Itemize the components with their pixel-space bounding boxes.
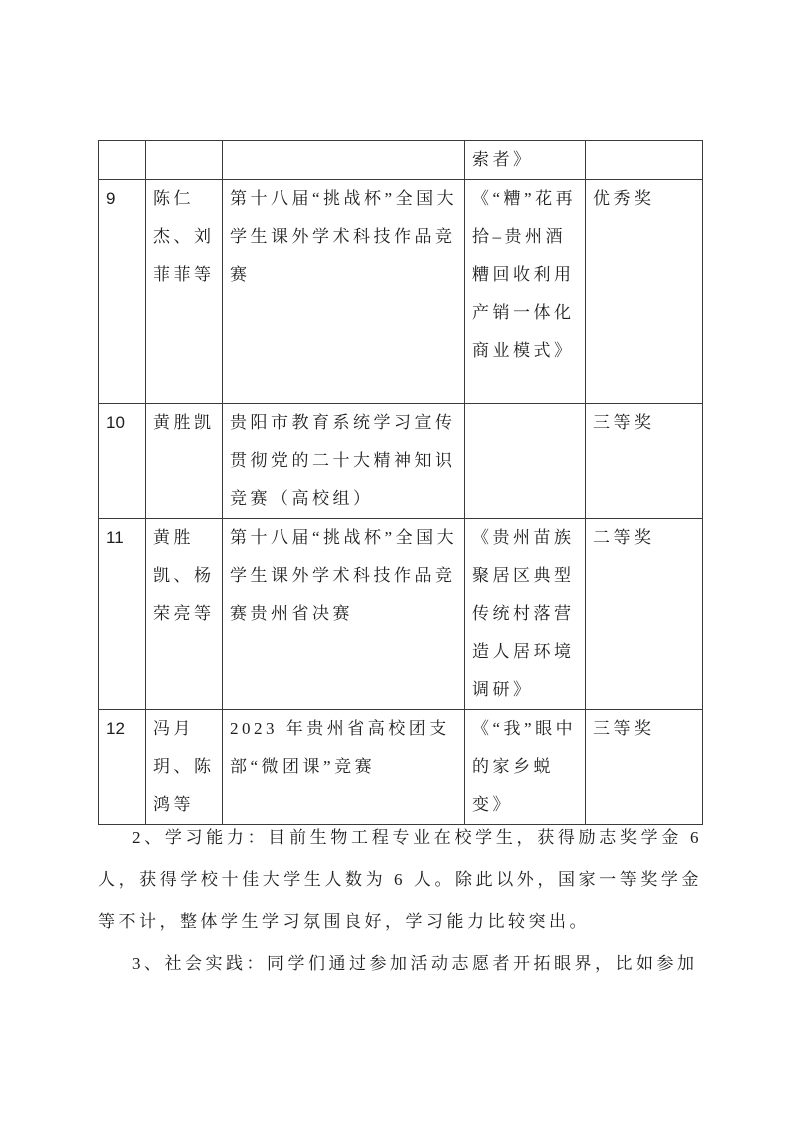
cell-names: 黄胜凯	[146, 404, 223, 519]
cell-work-title: 《“糟”花再拾–贵州酒糟回收利用产销一体化商业模式》	[465, 180, 586, 404]
cell-award	[586, 141, 703, 180]
table-row	[99, 519, 703, 710]
cell-work-title: 《贵州苗族聚居区典型传统村落营造人居环境调研》	[465, 519, 586, 710]
cell-number: 11	[99, 519, 146, 710]
cell-number: 12	[99, 710, 146, 825]
cell-number: 10	[99, 404, 146, 519]
cell-work-title: 索者》	[465, 141, 586, 180]
cell-number	[99, 141, 146, 180]
cell-award: 三等奖	[586, 404, 703, 519]
cell-competition: 贵阳市教育系统学习宣传贯彻党的二十大精神知识竞赛（高校组）	[223, 404, 465, 519]
cell-number: 9	[99, 180, 146, 404]
cell-competition	[223, 141, 465, 180]
paragraph-social-practice: 3、社会实践：同学们通过参加活动志愿者开拓眼界，比如参加	[132, 954, 698, 973]
cell-competition: 2023 年贵州省高校团支部“微团课”竞赛	[223, 710, 465, 825]
cell-award: 优秀奖	[586, 180, 703, 404]
table-row	[99, 180, 703, 404]
table-row	[99, 710, 703, 825]
cell-competition: 第十八届“挑战杯”全国大学生课外学术科技作品竞赛	[223, 180, 465, 404]
cell-work-title: 《“我”眼中的家乡蜕变》	[465, 710, 586, 825]
cell-names: 黄胜凯、杨荣亮等	[146, 519, 223, 710]
body-text	[98, 817, 702, 985]
paragraph-learning-ability: 2、学习能力：目前生物工程专业在校学生，获得励志奖学金 6 人，获得学校十佳大学生人数为 6 人。除此以外，国家一等奖学金等不计，整体学生学习氛围良好，学习能力比较突出。	[98, 828, 702, 931]
cell-work-title	[465, 404, 586, 519]
cell-names: 陈仁杰、刘菲菲等	[146, 180, 223, 404]
table-row	[99, 404, 703, 519]
cell-names	[146, 141, 223, 180]
table-row-continuation	[99, 141, 703, 180]
cell-competition: 第十八届“挑战杯”全国大学生课外学术科技作品竞赛贵州省决赛	[223, 519, 465, 710]
cell-names: 冯月玥、陈鸿等	[146, 710, 223, 825]
cell-award: 二等奖	[586, 519, 703, 710]
cell-award: 三等奖	[586, 710, 703, 825]
awards-table	[98, 140, 703, 825]
